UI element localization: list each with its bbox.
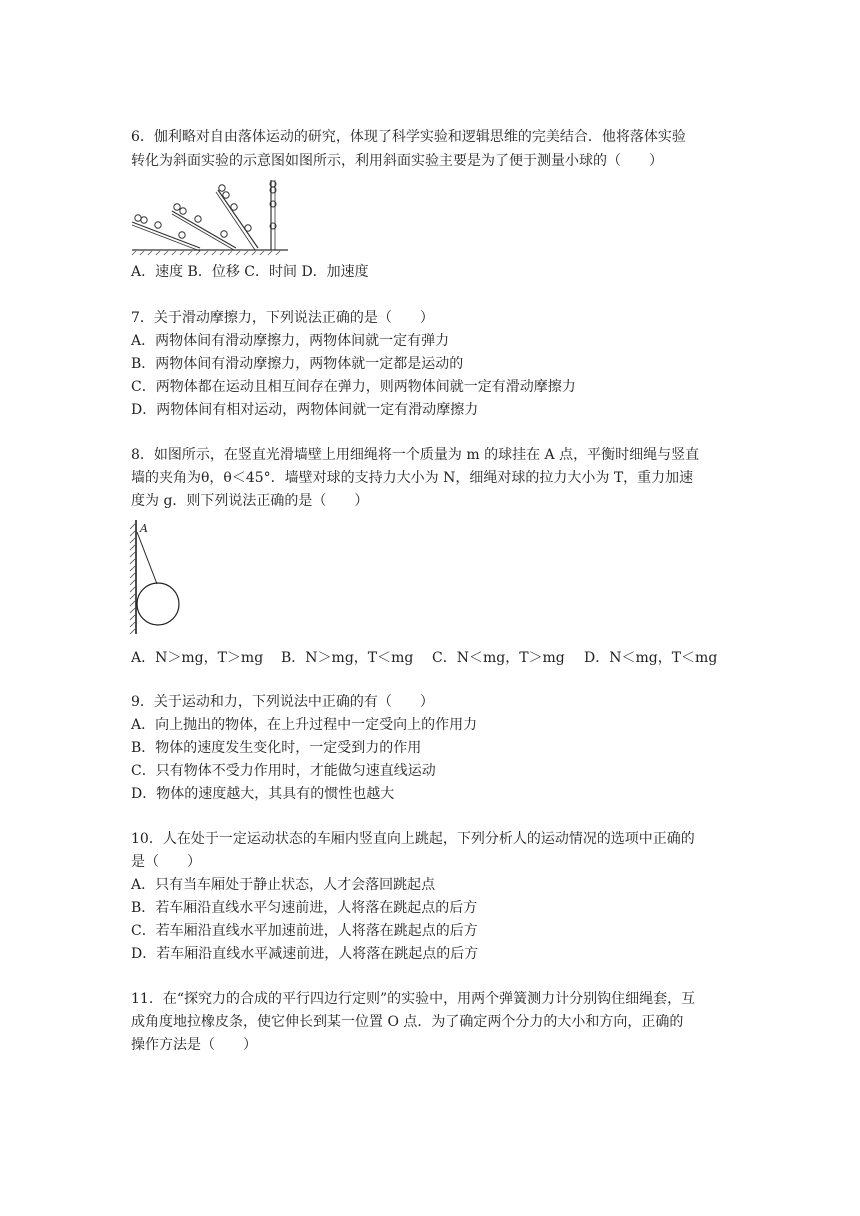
q7-option-a: A．两物体间有滑动摩擦力，两物体间就一定有弹力: [131, 333, 450, 349]
q9-option-a: A．向上抛出的物体，在上升过程中一定受向上的作用力: [131, 717, 478, 733]
q9-option-d: D．物体的速度越大，其具有的惯性也越大: [131, 786, 395, 802]
q8-stem-line1: 8．如图所示，在竖直光滑墙壁上用细绳将一个质量为 m 的球挂在 A 点，平衡时细绳与竖直: [131, 447, 700, 463]
q11-stem-line1: 11．在“探究力的合成的平行四边行定则”的实验中，用两个弹簧测力计分别钩住细绳套，互: [131, 991, 696, 1007]
q10-stem-line2: 是（ ）: [131, 854, 201, 870]
q8-option-d: D．N＜mg，T＜mg: [584, 650, 718, 666]
q8-option-a: A．N＞mg，T＞mg: [131, 650, 264, 666]
q8-stem-line3: 度为 g．则下列说法正确的是（ ）: [131, 493, 369, 509]
q9-stem: 9．关于运动和力，下列说法中正确的有（ ）: [131, 694, 434, 710]
hanging-ball-figure: [126, 518, 188, 638]
q6-stem-line1: 6．伽利略对自由落体运动的研究，体现了科学实验和逻辑思维的完美结合．他将落体实验: [131, 129, 686, 145]
q6-stem-line2: 转化为斜面实验的示意图如图所示，利用斜面实验主要是为了便于测量小球的（ ）: [131, 153, 663, 169]
q9-option-b: B．物体的速度发生变化时，一定受到力的作用: [131, 740, 422, 756]
q8-options-row: [131, 648, 717, 668]
q11-stem-line2: 成角度地拉橡皮条，使它伸长到某一位置 O 点．为了确定两个分力的大小和方向，正确的: [131, 1014, 684, 1030]
q8-stem-line2: 墙的夹角为θ，θ＜45°．墙壁对球的支持力大小为 N，细绳对球的拉力大小为 T，重力加速: [131, 470, 694, 486]
q8-option-b: B．N＞mg，T＜mg: [281, 650, 414, 666]
point-a-label: A: [140, 522, 148, 535]
q8-option-c: C．N＜mg，T＞mg: [432, 650, 565, 666]
incline-experiment-figure: [130, 178, 290, 256]
q10-option-d: D．若车厢沿直线水平减速前进，人将落在跳起点的后方: [131, 946, 479, 962]
q10-option-c: C．若车厢沿直线水平加速前进，人将落在跳起点的后方: [131, 923, 478, 939]
q7-option-b: B．两物体间有滑动摩擦力，两物体就一定都是运动的: [131, 356, 464, 372]
q6-options: A．速度 B．位移 C．时间 D．加速度: [131, 264, 369, 280]
q7-option-c: C．两物体都在运动且相互间存在弹力，则两物体间就一定有滑动摩擦力: [131, 379, 576, 395]
q10-stem-line1: 10．人在处于一定运动状态的车厢内竖直向上跳起，下列分析人的运动情况的选项中正确的: [131, 831, 695, 847]
q9-option-c: C．只有物体不受力作用时，才能做匀速直线运动: [131, 763, 436, 779]
q10-option-a: A．只有当车厢处于静止状态，人才会落回跳起点: [131, 877, 436, 893]
q10-option-b: B．若车厢沿直线水平匀速前进，人将落在跳起点的后方: [131, 900, 478, 916]
q11-stem-line3: 操作方法是（ ）: [131, 1037, 257, 1053]
q7-stem: 7．关于滑动摩擦力，下列说法正确的是（ ）: [131, 310, 434, 326]
q7-option-d: D．两物体间有相对运动，两物体间就一定有滑动摩擦力: [131, 402, 479, 418]
